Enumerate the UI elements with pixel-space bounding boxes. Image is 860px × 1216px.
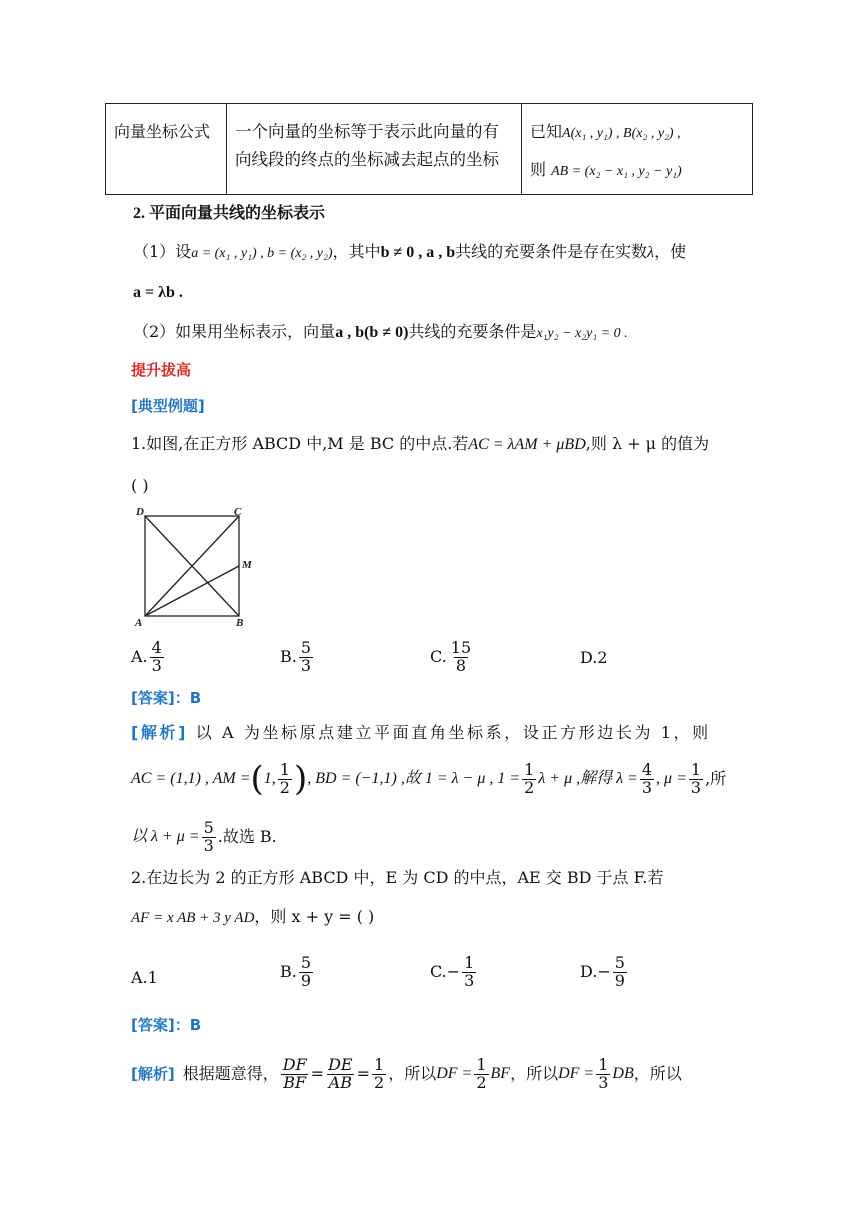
p2-intro: （2）如果用坐标表示，向量 [133,322,336,341]
p1-cond: b ≠ 0 , a , b [380,244,456,261]
q1-option-c: C. $\frac{15}{8}$ [430,638,472,675]
p1-equation: a = λb . [133,284,183,301]
table-cell-name: 向量坐标公式 [106,104,227,195]
p1-tail: 共线的充要条件是存在实数 [455,242,648,261]
q1-text: 1.如图,在正方形 ABCD 中,M 是 BC 的中点.若 [131,434,469,453]
q1-option-a: A. $\frac{4}{3}$ [131,638,162,675]
improve-title: 提升拔高 [131,361,192,379]
p2-eq: x₁y₂ − x₂y₁ = 0 . [536,326,628,341]
q2-expr: AF = x AB + 3 y AD [131,910,255,926]
square-figure [132,504,260,630]
q1-analysis-line1: [解析] 以 A 为坐标原点建立平面直角坐标系，设正方形边长为 1，则 [131,723,711,742]
q2-answer: [答案]：B [131,1016,202,1034]
q1-stem [131,434,709,454]
q1-expr: AC = λAM + μBD [468,436,586,453]
table-cell-formula [522,104,753,195]
q1-tail: ,则 λ + μ 的值为 [585,434,710,453]
formula-ab: AB = (x₂ − x₁ , y₂ − y₁) [551,164,682,179]
label-d: D [136,506,144,518]
p1-mid: ，其中 [332,242,381,261]
p2-vec: a , b(b ≠ 0) [335,324,409,341]
q2-stem: 2.在边长为 2 的正方形 ABCD 中，E 为 CD 的中点，AE 交 BD 于点 F.若 [131,868,664,887]
q1-analysis-line3: 以 λ + μ = $\frac{5}{3}$ .故选 B. [131,817,277,855]
q2-analysis-label: [解析] [131,1065,175,1083]
formula-points: A(x₁ , y₁) , B(x₂ , y₂) , [562,126,681,141]
q2-option-a: A.1 [131,968,158,987]
q2-option-b: B. $\frac{5}{9}$ [280,953,312,990]
q1-option-d: D.2 [580,648,608,667]
p2-tail: 共线的充要条件是 [408,322,537,341]
p1-lambda: λ [647,244,655,261]
table-cell-description: 一个向量的坐标等于表示此向量的有向线段的终点的坐标减去起点的坐标 [227,104,522,195]
section-heading: 2. 平面向量共线的坐标表示 [133,205,326,222]
section2-p1 [133,242,686,263]
examples-title: [典型例题] [131,397,205,415]
q2-tail: ，则 x + y = ( ) [254,907,375,926]
q2-analysis: [解析] 根据题意得， $\frac{DF}{BF}$ = $\frac{DE}{AB}$ = $\frac{1}{2}$ ，所以 DF = $\frac{1}{2}$ BF ，所以 DF = $\frac{1}{3}$ DB ，所以 [131,1054,682,1092]
q1-option-b: B. $\frac{5}{3}$ [280,638,312,675]
p1-intro: （1）设 [133,242,192,261]
p1-tail2: ，使 [654,242,687,261]
q1-analysis-label: [解析] [131,723,189,742]
q2-option-c: C.− $\frac{1}{3}$ [430,953,475,990]
formula-known: 已知 [530,122,563,141]
q1-answer: [答案]：B [131,689,202,707]
q1-analysis-line2: AC = (1,1) , AM = ( 1, $\frac{1}{2}$ ) , BD = (−1,1) ,故 1 = λ − μ , 1 = $\frac{1}{2}$ λ + μ ,解得 λ = $\frac{4}{3}$ , μ = $\frac{1}{3}$ ,所 [131,758,727,799]
label-a: A [135,617,143,629]
label-b: B [236,617,244,629]
segment-am [145,566,239,616]
p1-vectors: a = (x₁ , y₁) , b = (x₂ , y₂) [191,246,333,261]
q1-paren: ( ) [131,476,149,495]
q2-option-d: D.− $\frac{5}{9}$ [580,953,625,990]
formula-then: 则 [530,160,547,179]
label-m: M [242,559,252,571]
vector-coordinate-table [105,103,753,195]
label-c: C [234,506,242,518]
section2-p2 [133,322,628,343]
q2-stem-line2 [131,907,374,927]
